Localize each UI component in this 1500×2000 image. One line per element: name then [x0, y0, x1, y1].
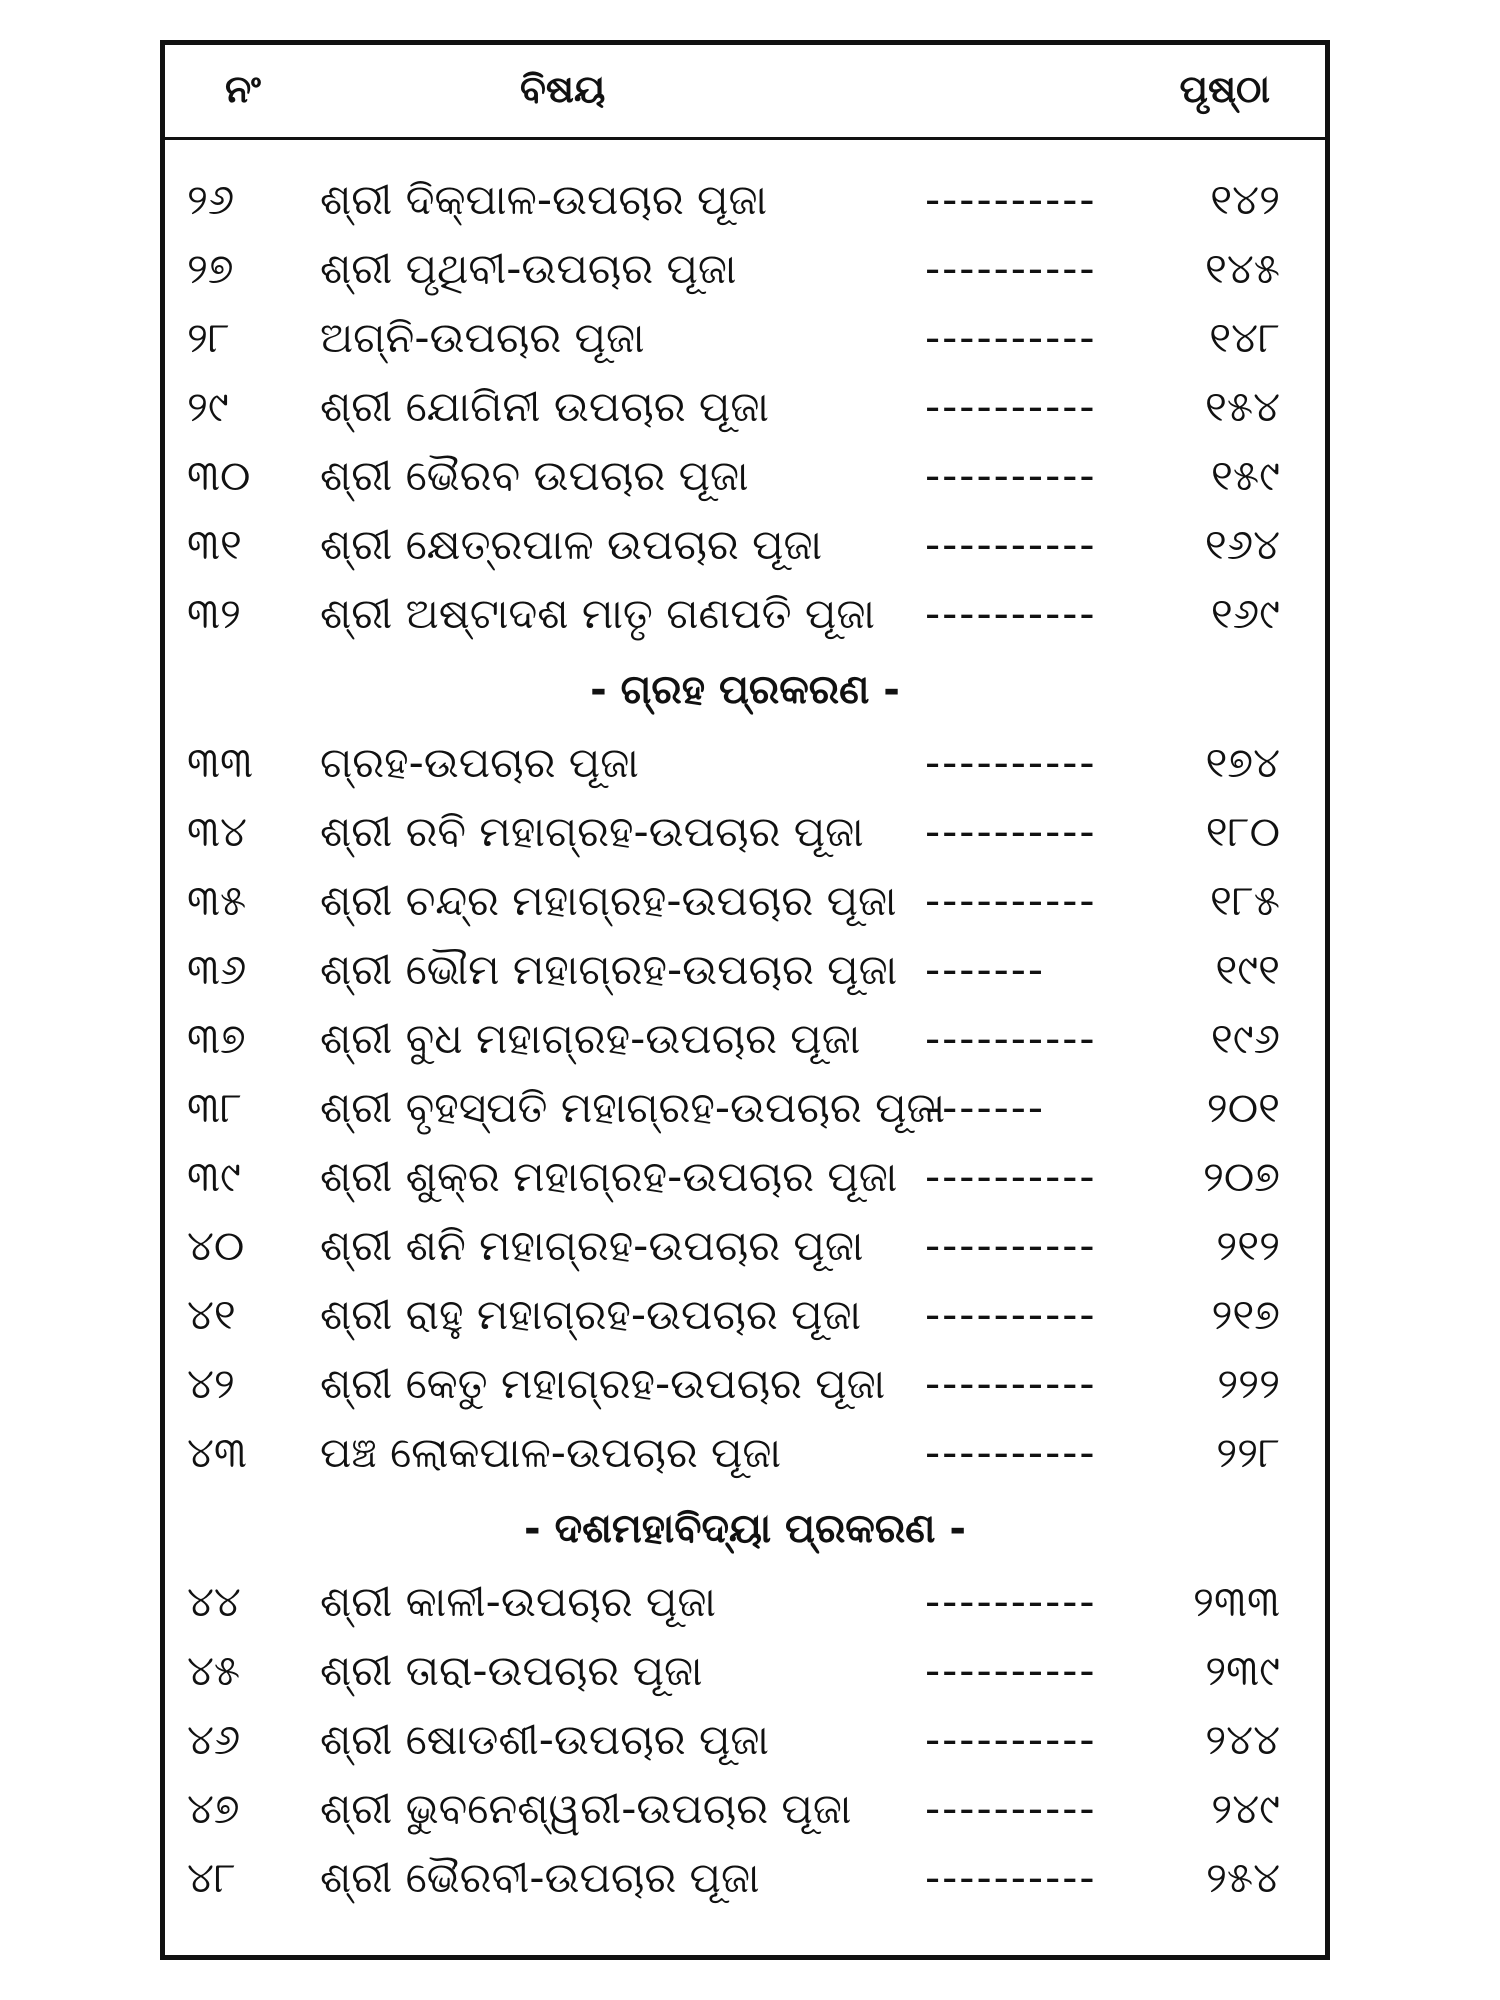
entry-leader: ---------- [925, 876, 1097, 925]
list-item [165, 728, 1325, 797]
contents-frame [160, 40, 1330, 1960]
list-item [165, 1774, 1325, 1843]
entry-leader: ---------- [925, 451, 1097, 500]
entry-title: ଶ୍ରୀ ତାରା-ଉପଚାର ପୂଜା [320, 1646, 703, 1695]
entry-title: ଶ୍ରୀ ଷୋଡଶୀ-ଉପଚାର ପୂଜା [320, 1715, 769, 1764]
entry-leader: ---------- [925, 1014, 1097, 1063]
entry-page: ୧୫୯ [1211, 451, 1280, 500]
list-item [165, 1567, 1325, 1636]
entry-title: ଶ୍ରୀ ଦିକ୍‌ପାଳ-ଉପଚାର ପୂଜା [320, 175, 768, 224]
list-item [165, 1705, 1325, 1774]
list-item [165, 441, 1325, 510]
entry-title: ଶ୍ରୀ କାଳୀ-ଉପଚାର ପୂଜା [320, 1577, 716, 1626]
entry-page: ୨୦୭ [1202, 1152, 1280, 1201]
entry-title: ଶ୍ରୀ କ୍ଷେତ୍ରପାଳ ଉପଚାର ପୂଜା [320, 520, 823, 569]
entry-leader: ---------- [925, 382, 1097, 431]
entry-leader: ------- [925, 1083, 1046, 1132]
entry-title: ଶ୍ରୀ ରବି ମହାଗ୍ରହ-ଉପଚାର ପୂଜା [320, 807, 864, 856]
entry-title: ଶ୍ରୀ ଭୌମ ମହାଗ୍ରହ-ଉପଚାର ପୂଜା [320, 945, 898, 994]
list-item [165, 234, 1325, 303]
entry-title: ଶ୍ରୀ କେତୁ ମହାଗ୍ରହ-ଉପଚାର ପୂଜା [320, 1359, 886, 1408]
entry-leader: ---------- [925, 1290, 1097, 1339]
entry-number: ୪୪ [187, 1577, 241, 1626]
entry-title: ଶ୍ରୀ ଅଷ୍ଟାଦଶ ମାତୃ ଗଣପତି ପୂଜା [320, 589, 875, 638]
list-item [165, 1349, 1325, 1418]
list-item [165, 1418, 1325, 1487]
entry-leader: ---------- [925, 313, 1097, 362]
entry-title: ଶ୍ରୀ ଚନ୍ଦ୍ର ମହାଗ୍ରହ-ଉପଚାର ପୂଜା [320, 876, 897, 925]
entry-number: ୪୮ [187, 1853, 236, 1902]
entry-page: ୨୨୮ [1216, 1428, 1280, 1477]
entry-page: ୧୮୦ [1205, 807, 1280, 856]
entry-page: ୨୧୨ [1216, 1221, 1280, 1270]
entry-number: ୪୭ [187, 1784, 240, 1833]
entry-page: ୧୯୧ [1215, 945, 1280, 994]
header-page: ପୃଷ୍ଠା [1179, 67, 1270, 111]
entry-title: ଶ୍ରୀ ଭୁବନେଶ୍ୱରୀ-ଉପଚାର ପୂଜା [320, 1784, 852, 1833]
entry-leader: ---------- [925, 1853, 1097, 1902]
entry-leader: ---------- [925, 589, 1097, 638]
entry-leader: ---------- [925, 1646, 1097, 1695]
entry-page: ୧୬୪ [1204, 520, 1280, 569]
entry-number: ୪୬ [187, 1715, 241, 1764]
entry-title: ଶ୍ରୀ ଭୈରବ ଉପଚାର ପୂଜା [320, 451, 749, 500]
entry-number: ୨୭ [187, 244, 234, 293]
header-number: ନଂ [225, 67, 261, 111]
list-item [165, 1142, 1325, 1211]
entry-page: ୨୧୭ [1211, 1290, 1280, 1339]
entry-leader: ---------- [925, 1428, 1097, 1477]
list-item [165, 165, 1325, 234]
entry-title: ଅଗ୍ନି-ଉପଚାର ପୂଜା [320, 313, 645, 362]
list-item [165, 303, 1325, 372]
entry-number: ୩୨ [187, 589, 241, 638]
group-graha [165, 728, 1325, 1487]
entry-number: ୩୫ [187, 876, 247, 925]
entry-page: ୧୪୫ [1204, 244, 1280, 293]
section-heading-dashamahavidya: - ଦଶମହାବିଦ୍ୟା ପ୍ରକରଣ - [524, 1506, 966, 1552]
entry-page: ୧୯୬ [1210, 1014, 1280, 1063]
list-item [165, 1211, 1325, 1280]
entry-number: ୪୨ [187, 1359, 235, 1408]
contents-list [165, 165, 1325, 1912]
entry-title: ଶ୍ରୀ ବୁଧ ମହାଗ୍ରହ-ଉପଚାର ପୂଜା [320, 1014, 861, 1063]
entry-number: ୨୬ [187, 175, 235, 224]
entry-leader: ------- [925, 945, 1046, 994]
entry-number: ୪୩ [187, 1428, 247, 1477]
entry-number: ୪୦ [187, 1221, 245, 1270]
entry-page: ୨୨୨ [1217, 1359, 1280, 1408]
entry-page: ୨୫୪ [1205, 1853, 1280, 1902]
entry-leader: ---------- [925, 1152, 1097, 1201]
entry-title: ଶ୍ରୀ ଭୈରବୀ-ଉପଚାର ପୂଜା [320, 1853, 760, 1902]
list-item [165, 1280, 1325, 1349]
list-item [165, 372, 1325, 441]
entry-title: ଶ୍ରୀ ଶୁକ୍ର ମହାଗ୍ରହ-ଉପଚାର ପୂଜା [320, 1152, 898, 1201]
list-item [165, 1843, 1325, 1912]
entry-page: ୨୪୪ [1205, 1715, 1280, 1764]
entry-page: ୧୪୨ [1210, 175, 1280, 224]
entry-number: ୩୧ [187, 520, 242, 569]
entry-leader: ---------- [925, 1221, 1097, 1270]
entry-page: ୧୭୪ [1205, 738, 1280, 787]
entry-page: ୧୬୯ [1210, 589, 1280, 638]
entry-number: ୨୮ [187, 313, 230, 362]
section-heading-graha: - ଗ୍ରହ ପ୍ରକରଣ - [590, 667, 900, 713]
entry-number: ୩୬ [187, 945, 247, 994]
entry-title: ଶ୍ରୀ ପୃଥିବୀ-ଉପଚାର ପୂଜା [320, 244, 737, 293]
entry-number: ୨୯ [187, 382, 229, 431]
list-item [165, 797, 1325, 866]
entry-number: ୩୩ [187, 738, 254, 787]
entry-leader: ---------- [925, 1359, 1097, 1408]
entry-number: ୩୪ [187, 807, 247, 856]
entry-title: ଗ୍ରହ-ଉପଚାର ପୂଜା [320, 738, 639, 787]
list-item [165, 1073, 1325, 1142]
entry-number: ୩୯ [187, 1152, 241, 1201]
entry-leader: ---------- [925, 807, 1097, 856]
group-general [165, 165, 1325, 648]
header-subject: ବିଷୟ [520, 67, 606, 111]
entry-title: ଶ୍ରୀ ବୃହସ୍ପତି ମହାଗ୍ରହ-ଉପଚାର ପୂଜା [320, 1083, 946, 1132]
table-header [165, 45, 1325, 140]
entry-number: ୪୧ [187, 1290, 236, 1339]
group-dashamahavidya [165, 1567, 1325, 1912]
list-item [165, 1004, 1325, 1073]
entry-number: ୩୭ [187, 1014, 246, 1063]
list-item [165, 935, 1325, 1004]
entry-leader: ---------- [925, 175, 1097, 224]
entry-page: ୨୦୧ [1206, 1083, 1280, 1132]
entry-leader: ---------- [925, 244, 1097, 293]
list-item [165, 866, 1325, 935]
entry-leader: ---------- [925, 1715, 1097, 1764]
entry-page: ୨୪୯ [1211, 1784, 1280, 1833]
list-item [165, 1636, 1325, 1705]
entry-number: ୩୮ [187, 1083, 242, 1132]
entry-page: ୧୫୪ [1204, 382, 1280, 431]
entry-page: ୨୩୩ [1193, 1577, 1280, 1626]
list-item [165, 579, 1325, 648]
entry-number: ୪୫ [187, 1646, 241, 1695]
entry-title: ଶ୍ରୀ ଶନି ମହାଗ୍ରହ-ଉପଚାର ପୂଜା [320, 1221, 864, 1270]
entry-title: ଶ୍ରୀ ଯୋଗିନୀ ଉପଚାର ପୂଜା [320, 382, 769, 431]
entry-page: ୧୪୮ [1209, 313, 1280, 362]
entry-leader: ---------- [925, 1784, 1097, 1833]
entry-title: ପଞ୍ଚ ଲୋକପାଳ-ଉପଚାର ପୂଜା [320, 1428, 782, 1477]
entry-page: ୨୩୯ [1205, 1646, 1280, 1695]
entry-leader: ---------- [925, 1577, 1097, 1626]
entry-title: ଶ୍ରୀ ରାହୁ ମହାଗ୍ରହ-ଉପଚାର ପୂଜା [320, 1290, 862, 1339]
entry-leader: ---------- [925, 738, 1097, 787]
list-item [165, 510, 1325, 579]
entry-leader: ---------- [925, 520, 1097, 569]
entry-page: ୧୮୫ [1209, 876, 1280, 925]
entry-number: ୩୦ [187, 451, 251, 500]
